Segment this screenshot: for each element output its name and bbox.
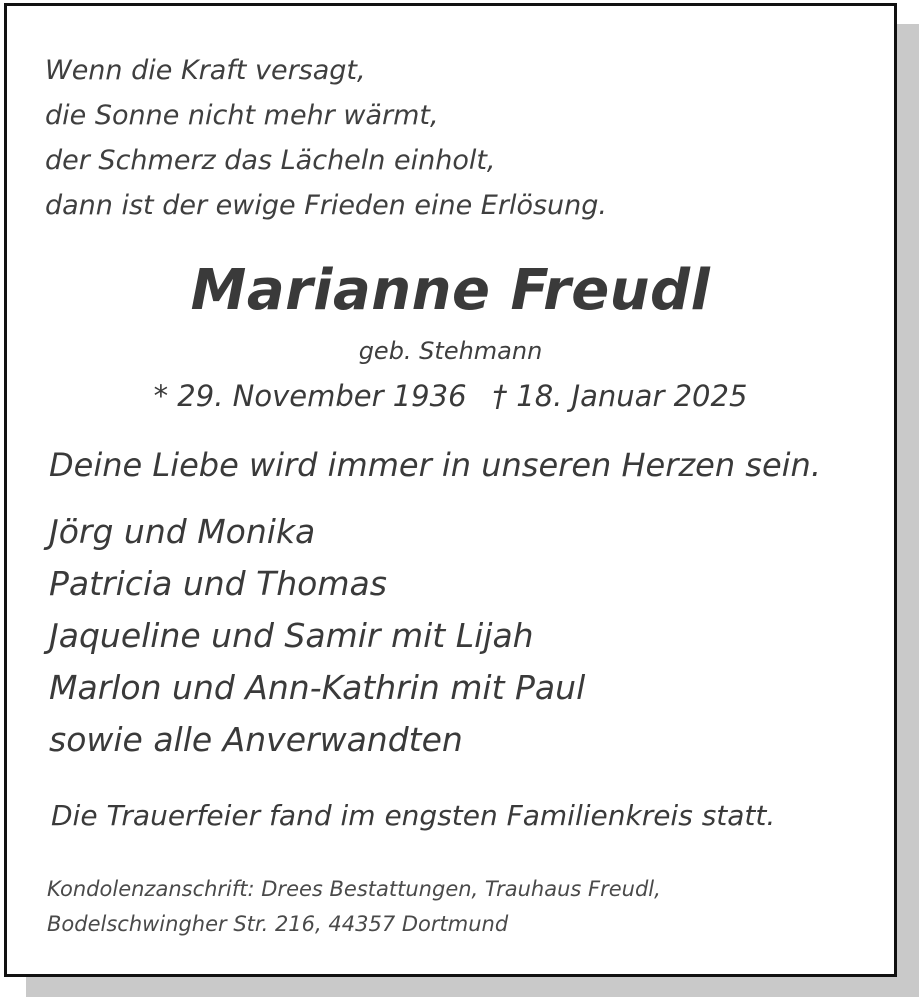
mourner-line: Jaqueline und Samir mit Lijah (49, 616, 534, 655)
mourner-line: Jörg und Monika (49, 512, 316, 551)
death-date: † 18. Januar 2025 (492, 379, 748, 413)
mourners-list (49, 506, 585, 766)
deceased-name: Marianne Freudl (190, 258, 711, 323)
ceremony-note: Die Trauerfeier fand im engsten Familienkreis statt. (51, 799, 776, 832)
poem-line: der Schmerz das Lächeln einholt, (45, 145, 496, 176)
birth-date: * 29. November 1936 (153, 379, 467, 413)
poem-line: dann ist der ewige Frieden eine Erlösung. (45, 190, 607, 221)
birth-name: geb. Stehmann (358, 337, 543, 365)
obituary-card (4, 3, 897, 977)
poem (45, 48, 607, 228)
condolence-address (47, 872, 661, 942)
address-line: Bodelschwingher Str. 216, 44357 Dortmund (47, 912, 509, 936)
dedication-text: Deine Liebe wird immer in unseren Herzen sein. (49, 446, 821, 484)
poem-line: Wenn die Kraft versagt, (45, 55, 366, 86)
mourner-line: Marlon und Ann-Kathrin mit Paul (49, 668, 586, 707)
mourner-line: Patricia und Thomas (49, 564, 387, 603)
address-line: Kondolenzanschrift: Drees Bestattungen, Trauhaus Freudl, (47, 877, 661, 901)
poem-line: die Sonne nicht mehr wärmt, (45, 100, 439, 131)
life-dates (7, 379, 894, 413)
mourner-line: sowie alle Anverwandten (49, 720, 463, 759)
